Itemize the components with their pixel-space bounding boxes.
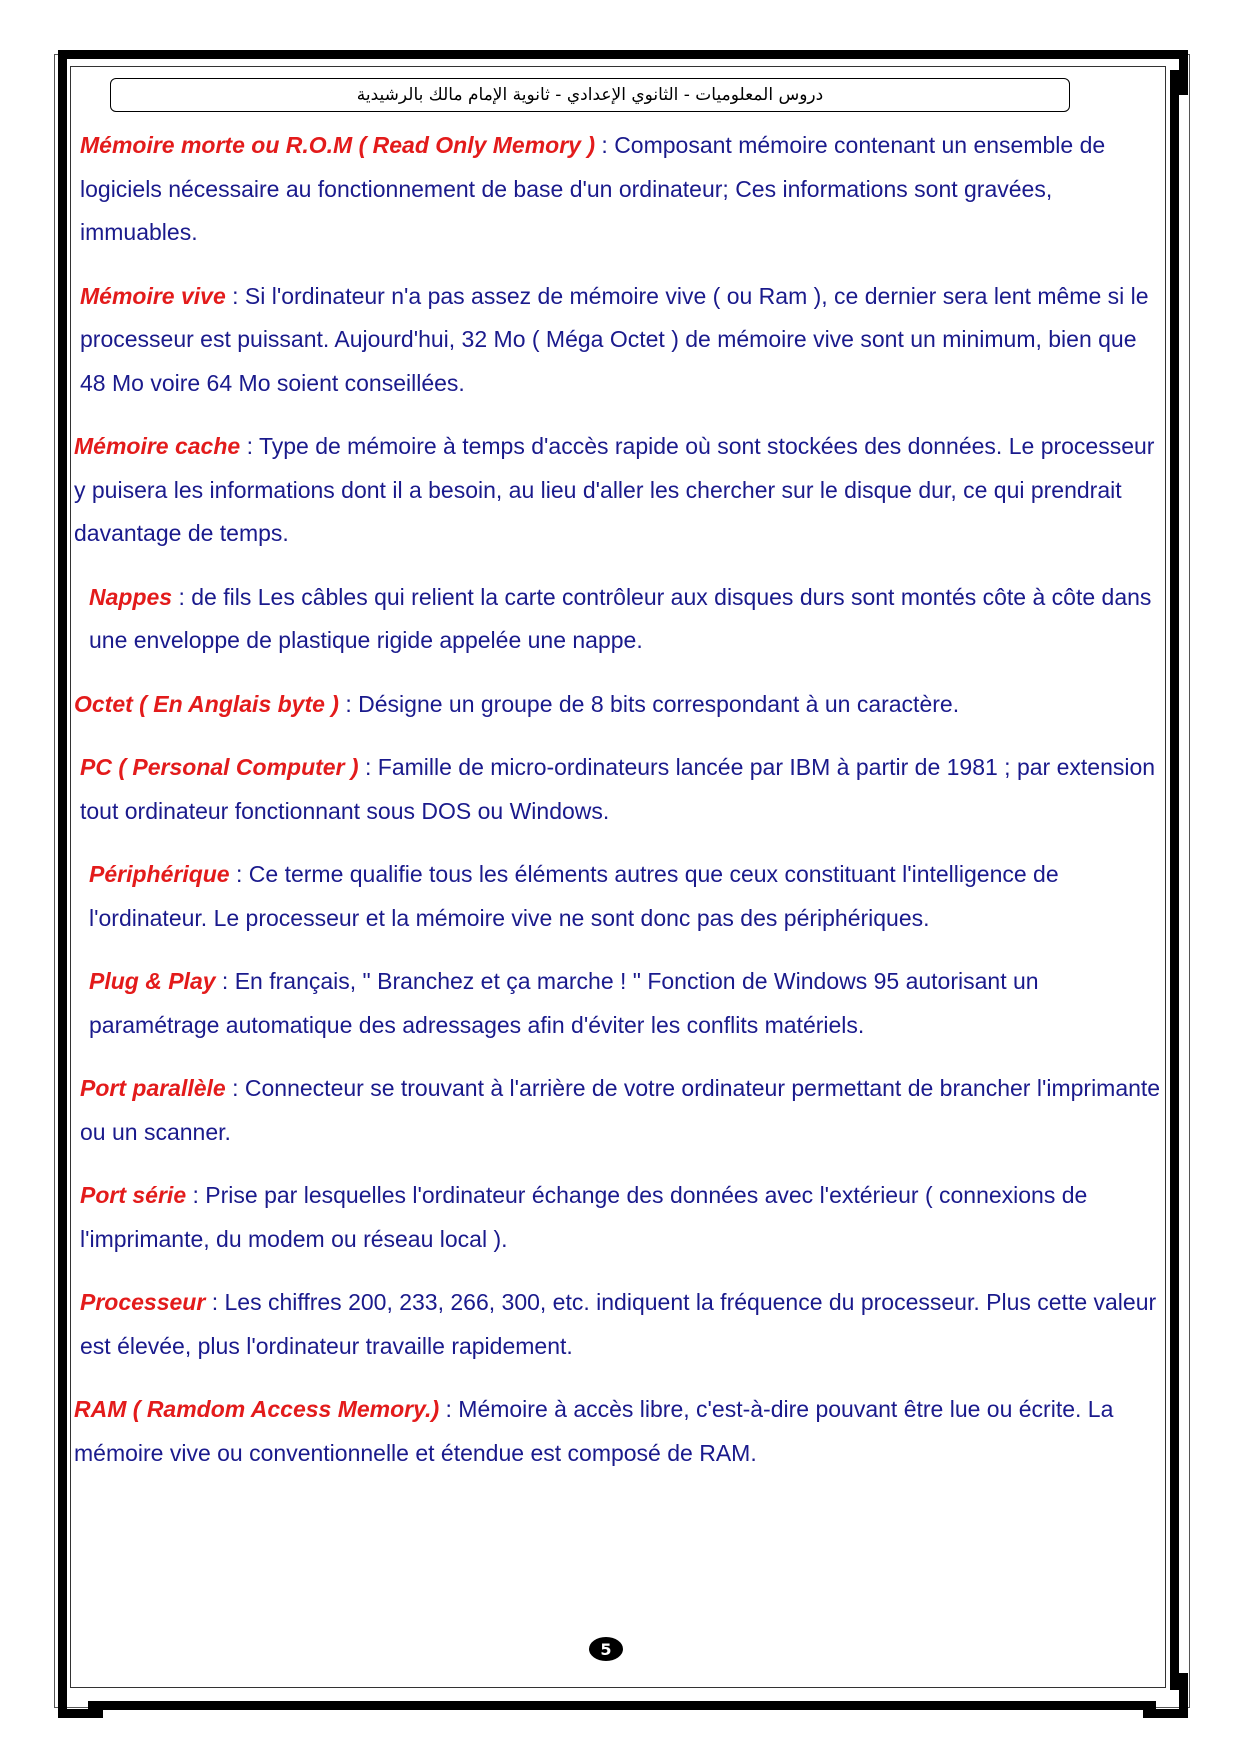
page-frame-left-bar bbox=[58, 70, 67, 1690]
glossary-entry-ram bbox=[74, 1388, 1164, 1475]
entry-term: RAM ( Ramdom Access Memory.) bbox=[74, 1396, 440, 1422]
entry-term: Mémoire cache bbox=[74, 433, 241, 459]
entry-term: Mémoire morte ou R.O.M ( Read Only Memory ) bbox=[80, 132, 596, 158]
entry-text: : En français, " Branchez et ça marche ! " Fonction de Windows 95 autorisant un paramétrage automatique des adressages afin d'éviter les conflits matériels. bbox=[89, 968, 1039, 1038]
entry-text: : Type de mémoire à temps d'accès rapide où sont stockées des données. Le processeur y puisera les informations dont il a besoin, au lieu d'aller les chercher sur le disque dur, ce qui prendrait davantage de temps. bbox=[74, 433, 1155, 546]
glossary-entry-peripherique bbox=[74, 853, 1164, 940]
glossary-entry-rom bbox=[74, 124, 1164, 255]
entry-term: PC ( Personal Computer ) bbox=[80, 754, 359, 780]
glossary-entry-plug-and-play bbox=[74, 960, 1164, 1047]
entry-text: : Mémoire à accès libre, c'est-à-dire pouvant être lue ou écrite. La mémoire vive ou conventionnelle et étendue est composé de RAM. bbox=[74, 1396, 1114, 1466]
entry-text: : Les chiffres 200, 233, 266, 300, etc. indiquent la fréquence du processeur. Plus cette valeur est élevée, plus l'ordinateur travaille rapidement. bbox=[80, 1289, 1157, 1359]
entry-text: : de fils Les câbles qui relient la carte contrôleur aux disques durs sont montés côte à côte dans une enveloppe de plastique rigide appelée une nappe. bbox=[89, 583, 1152, 653]
entry-term: Processeur bbox=[80, 1289, 206, 1315]
glossary-entry-processeur bbox=[74, 1281, 1164, 1368]
entry-text: : Ce terme qualifie tous les éléments autres que ceux constituant l'intelligence de l'ordinateur. Le processeur et la mémoire vive ne sont donc pas des périphériques. bbox=[89, 861, 1059, 931]
page-number: 5 bbox=[600, 1639, 612, 1659]
entry-text: : Composant mémoire contenant un ensemble de logiciels nécessaire au fonctionnement de base d'un ordinateur; Ces informations sont gravées, immuables. bbox=[80, 132, 1106, 245]
entry-text: : Si l'ordinateur n'a pas assez de mémoire vive ( ou Ram ), ce dernier sera lent même si le processeur est puissant. Aujourd'hui, 32 Mo ( Méga Octet ) de mémoire vive sont un minimum, bien que 48 Mo voire 64 Mo soient conseillées. bbox=[80, 282, 1149, 396]
entry-term: Octet ( En Anglais byte ) bbox=[74, 690, 339, 717]
entry-text: : Désigne un groupe de 8 bits correspondant à un caractère. bbox=[338, 690, 960, 717]
frame-corner-bottom-right bbox=[1143, 1673, 1188, 1718]
frame-corner-top-right bbox=[1143, 50, 1188, 95]
glossary-entry-memoire-vive bbox=[74, 275, 1164, 406]
frame-corner-bottom-left bbox=[58, 1673, 103, 1718]
entry-term: Nappes bbox=[89, 583, 173, 610]
page-frame-right-bar bbox=[1170, 70, 1179, 1690]
entry-term: Plug & Play bbox=[89, 968, 216, 994]
page-number-badge bbox=[589, 1637, 623, 1661]
entry-text: : Connecteur se trouvant à l'arrière de votre ordinateur permettant de brancher l'imprimante ou un scanner. bbox=[80, 1075, 1161, 1145]
glossary-entry-pc bbox=[74, 746, 1164, 833]
glossary-entry-memoire-cache bbox=[74, 425, 1164, 556]
glossary-entry-port-parallele bbox=[74, 1067, 1164, 1154]
glossary-entry-nappes bbox=[74, 576, 1164, 663]
frame-corner-top-left bbox=[58, 50, 103, 95]
entry-term: Port série bbox=[80, 1182, 187, 1208]
glossary-entry-octet bbox=[74, 683, 1164, 727]
glossary-content bbox=[74, 124, 1164, 1495]
entry-term: Port parallèle bbox=[80, 1075, 226, 1101]
glossary-entry-port-serie bbox=[74, 1174, 1164, 1261]
entry-term: Mémoire vive bbox=[80, 282, 226, 309]
entry-text: : Prise par lesquelles l'ordinateur échange des données avec l'extérieur ( connexions de l'imprimante, du modem ou réseau local ). bbox=[80, 1182, 1088, 1252]
page-header bbox=[110, 78, 1070, 112]
entry-term: Périphérique bbox=[89, 861, 230, 887]
header-title: دروس المعلوميات - الثانوي الإعدادي - ثانوية الإمام مالك بالرشيدية bbox=[356, 85, 824, 105]
entry-text: : Famille de micro-ordinateurs lancée par IBM à partir de 1981 ; par extension tout ordinateur fonctionnant sous DOS ou Windows. bbox=[80, 754, 1156, 824]
